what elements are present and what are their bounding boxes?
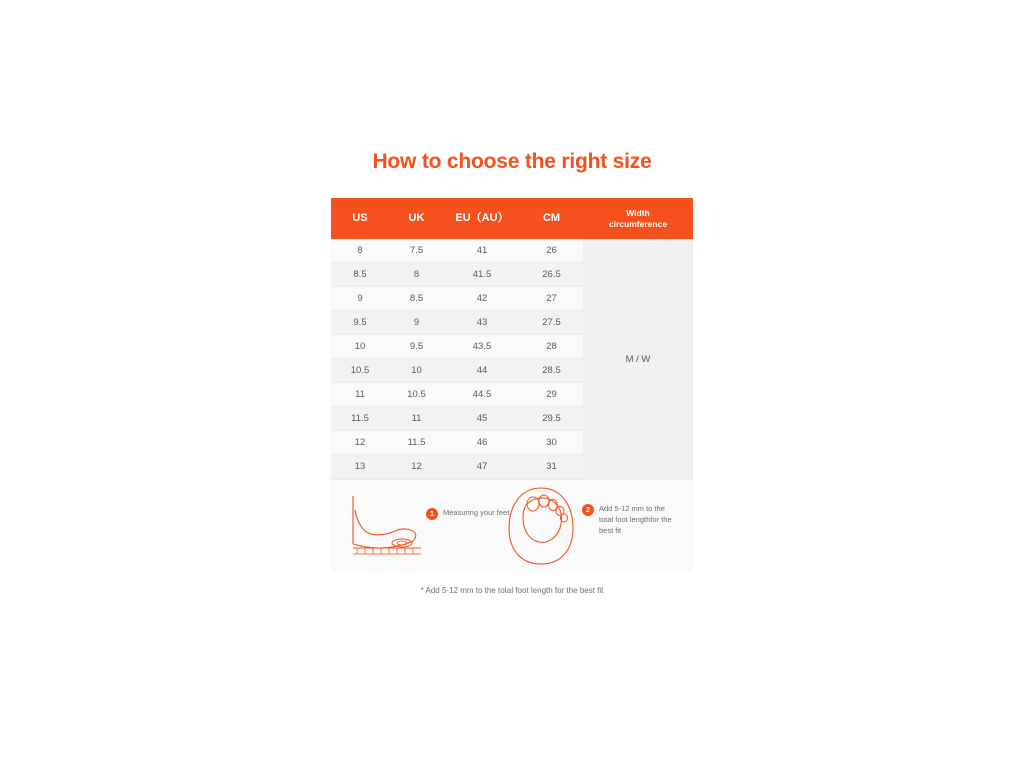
cell-cm: 29 <box>520 383 583 407</box>
cell-eu: 43.5 <box>444 335 520 359</box>
cell-us: 10 <box>331 335 389 359</box>
cell-eu: 44.5 <box>444 383 520 407</box>
cell-eu: 47 <box>444 455 520 479</box>
cell-cm: 27.5 <box>520 311 583 335</box>
column-header-us: US <box>331 198 389 239</box>
cell-uk: 8 <box>389 263 444 287</box>
table-header-row <box>331 198 693 239</box>
cell-cm: 26 <box>520 239 583 263</box>
cell-uk: 8.5 <box>389 287 444 311</box>
cell-eu: 46 <box>444 431 520 455</box>
step-2-badge: 2 <box>582 504 594 516</box>
table-header <box>331 198 693 239</box>
column-header-cm: CM <box>520 198 583 239</box>
column-header-width-line2: circumference <box>608 218 668 229</box>
cell-us: 9.5 <box>331 311 389 335</box>
cell-eu: 42 <box>444 287 520 311</box>
cell-cm: 26.5 <box>520 263 583 287</box>
cell-uk: 9 <box>389 311 444 335</box>
cell-uk: 12 <box>389 455 444 479</box>
column-header-eu: EU（AU） <box>444 198 520 239</box>
footnote: * Add 5-12 mm to the total foot length for the best fit <box>420 586 604 596</box>
size-chart-sheet <box>331 150 693 595</box>
table-body <box>331 239 693 479</box>
cell-cm: 28.5 <box>520 359 583 383</box>
cell-uk: 11.5 <box>389 431 444 455</box>
cell-width-circumference: M / W <box>583 239 693 479</box>
cell-cm: 28 <box>520 335 583 359</box>
cell-us: 10.5 <box>331 359 389 383</box>
cell-uk: 11 <box>389 407 444 431</box>
cell-uk: 10.5 <box>389 383 444 407</box>
cell-us: 8 <box>331 239 389 263</box>
cell-uk: 9.5 <box>389 335 444 359</box>
cell-us: 9 <box>331 287 389 311</box>
cell-eu: 41 <box>444 239 520 263</box>
cell-cm: 29.5 <box>520 407 583 431</box>
step-1-text: Measuring your feet <box>443 508 510 518</box>
cell-eu: 44 <box>444 359 520 383</box>
cell-cm: 30 <box>520 431 583 455</box>
cell-us: 11 <box>331 383 389 407</box>
step-1-badge: 1 <box>426 508 438 520</box>
size-chart-table <box>331 198 693 479</box>
column-header-uk: UK <box>389 198 444 239</box>
cell-cm: 31 <box>520 455 583 479</box>
cell-cm: 27 <box>520 287 583 311</box>
cell-us: 13 <box>331 455 389 479</box>
foot-top-view-icon <box>503 484 579 568</box>
cell-eu: 43 <box>444 311 520 335</box>
column-header-width-line1: Width <box>626 208 650 218</box>
column-header-width <box>583 198 693 239</box>
cell-uk: 10 <box>389 359 444 383</box>
cell-uk: 7.5 <box>389 239 444 263</box>
cell-us: 12 <box>331 431 389 455</box>
cell-eu: 45 <box>444 407 520 431</box>
foot-side-view-icon <box>339 486 429 566</box>
cell-us: 8.5 <box>331 263 389 287</box>
step-2-text: Add 5-12 mm to the total foot lengthfor the best fit <box>599 504 672 535</box>
table-row <box>331 239 693 263</box>
measuring-instructions-panel <box>331 479 693 572</box>
cell-us: 11.5 <box>331 407 389 431</box>
page-title: How to choose the right size <box>372 150 652 173</box>
cell-eu: 41.5 <box>444 263 520 287</box>
